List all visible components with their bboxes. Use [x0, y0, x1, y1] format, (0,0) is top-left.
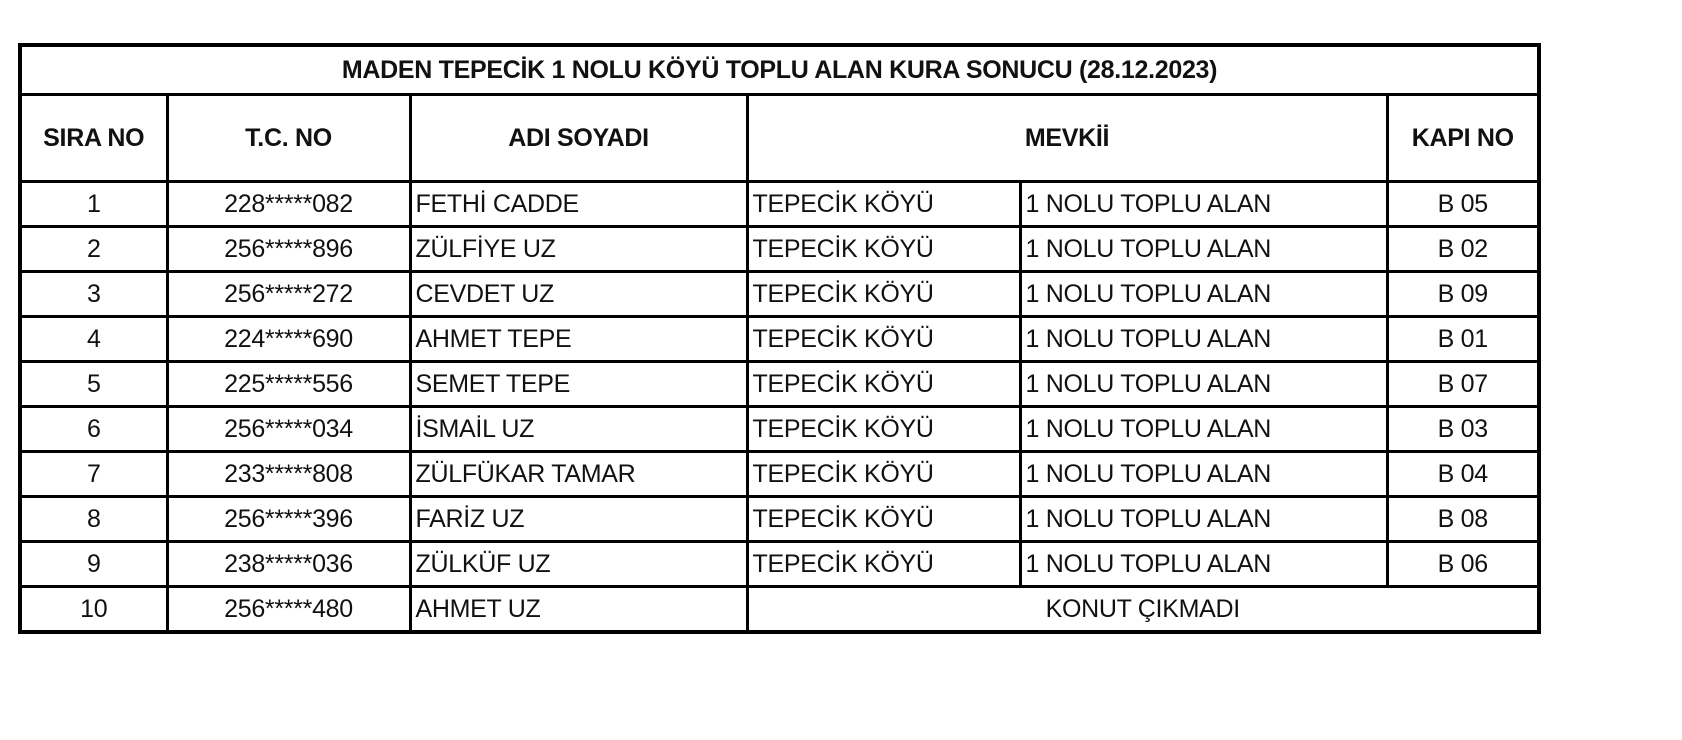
name-cell: ZÜLKÜF UZ — [410, 542, 747, 587]
table-row — [20, 407, 1539, 452]
name-cell: SEMET TEPE — [410, 362, 747, 407]
tc-no-cell: 238*****036 — [167, 542, 410, 587]
area-cell: 1 NOLU TOPLU ALAN — [1020, 182, 1387, 227]
table-title: MADEN TEPECİK 1 NOLU KÖYÜ TOPLU ALAN KURA SONUCU (28.12.2023) — [20, 45, 1539, 95]
no-housing-note: KONUT ÇIKMADI — [747, 587, 1539, 633]
sira-no-cell: 4 — [20, 317, 167, 362]
village-cell: TEPECİK KÖYÜ — [747, 182, 1020, 227]
name-cell: İSMAİL UZ — [410, 407, 747, 452]
door-no-cell: B 02 — [1387, 227, 1539, 272]
tc-no-cell: 256*****034 — [167, 407, 410, 452]
village-cell: TEPECİK KÖYÜ — [747, 272, 1020, 317]
village-cell: TEPECİK KÖYÜ — [747, 407, 1020, 452]
tc-no-cell: 256*****896 — [167, 227, 410, 272]
name-cell: AHMET TEPE — [410, 317, 747, 362]
village-cell: TEPECİK KÖYÜ — [747, 542, 1020, 587]
village-cell: TEPECİK KÖYÜ — [747, 362, 1020, 407]
area-cell: 1 NOLU TOPLU ALAN — [1020, 227, 1387, 272]
door-no-cell: B 09 — [1387, 272, 1539, 317]
table-row — [20, 452, 1539, 497]
name-cell: FARİZ UZ — [410, 497, 747, 542]
name-cell: FETHİ CADDE — [410, 182, 747, 227]
door-no-cell: B 07 — [1387, 362, 1539, 407]
tc-no-cell: 256*****396 — [167, 497, 410, 542]
sira-no-cell: 5 — [20, 362, 167, 407]
area-cell: 1 NOLU TOPLU ALAN — [1020, 497, 1387, 542]
header-kapi-no: KAPI NO — [1387, 95, 1539, 182]
door-no-cell: B 04 — [1387, 452, 1539, 497]
door-no-cell: B 05 — [1387, 182, 1539, 227]
area-cell: 1 NOLU TOPLU ALAN — [1020, 362, 1387, 407]
area-cell: 1 NOLU TOPLU ALAN — [1020, 407, 1387, 452]
table-row — [20, 542, 1539, 587]
header-row — [20, 95, 1539, 182]
sira-no-cell: 2 — [20, 227, 167, 272]
header-sira-no: SIRA NO — [20, 95, 167, 182]
village-cell: TEPECİK KÖYÜ — [747, 497, 1020, 542]
name-cell: AHMET UZ — [410, 587, 747, 633]
area-cell: 1 NOLU TOPLU ALAN — [1020, 542, 1387, 587]
name-cell: ZÜLFİYE UZ — [410, 227, 747, 272]
tc-no-cell: 225*****556 — [167, 362, 410, 407]
area-cell: 1 NOLU TOPLU ALAN — [1020, 272, 1387, 317]
sira-no-cell: 9 — [20, 542, 167, 587]
tc-no-cell: 256*****272 — [167, 272, 410, 317]
header-adi-soyadi: ADI SOYADI — [410, 95, 747, 182]
area-cell: 1 NOLU TOPLU ALAN — [1020, 452, 1387, 497]
table-row — [20, 272, 1539, 317]
sira-no-cell: 7 — [20, 452, 167, 497]
village-cell: TEPECİK KÖYÜ — [747, 317, 1020, 362]
table-row — [20, 362, 1539, 407]
header-mevkii: MEVKİİ — [747, 95, 1387, 182]
name-cell: ZÜLFÜKAR TAMAR — [410, 452, 747, 497]
door-no-cell: B 06 — [1387, 542, 1539, 587]
header-tc-no: T.C. NO — [167, 95, 410, 182]
tc-no-cell: 224*****690 — [167, 317, 410, 362]
sira-no-cell: 8 — [20, 497, 167, 542]
door-no-cell: B 08 — [1387, 497, 1539, 542]
tc-no-cell: 233*****808 — [167, 452, 410, 497]
area-cell: 1 NOLU TOPLU ALAN — [1020, 317, 1387, 362]
table-row — [20, 587, 1539, 633]
table-row — [20, 317, 1539, 362]
village-cell: TEPECİK KÖYÜ — [747, 452, 1020, 497]
table-row — [20, 497, 1539, 542]
door-no-cell: B 03 — [1387, 407, 1539, 452]
sira-no-cell: 1 — [20, 182, 167, 227]
sira-no-cell: 6 — [20, 407, 167, 452]
name-cell: CEVDET UZ — [410, 272, 747, 317]
tc-no-cell: 228*****082 — [167, 182, 410, 227]
table-row — [20, 227, 1539, 272]
sira-no-cell: 3 — [20, 272, 167, 317]
kura-result-table — [18, 43, 1541, 634]
table-row — [20, 182, 1539, 227]
door-no-cell: B 01 — [1387, 317, 1539, 362]
village-cell: TEPECİK KÖYÜ — [747, 227, 1020, 272]
sira-no-cell: 10 — [20, 587, 167, 633]
tc-no-cell: 256*****480 — [167, 587, 410, 633]
title-row — [20, 45, 1539, 95]
